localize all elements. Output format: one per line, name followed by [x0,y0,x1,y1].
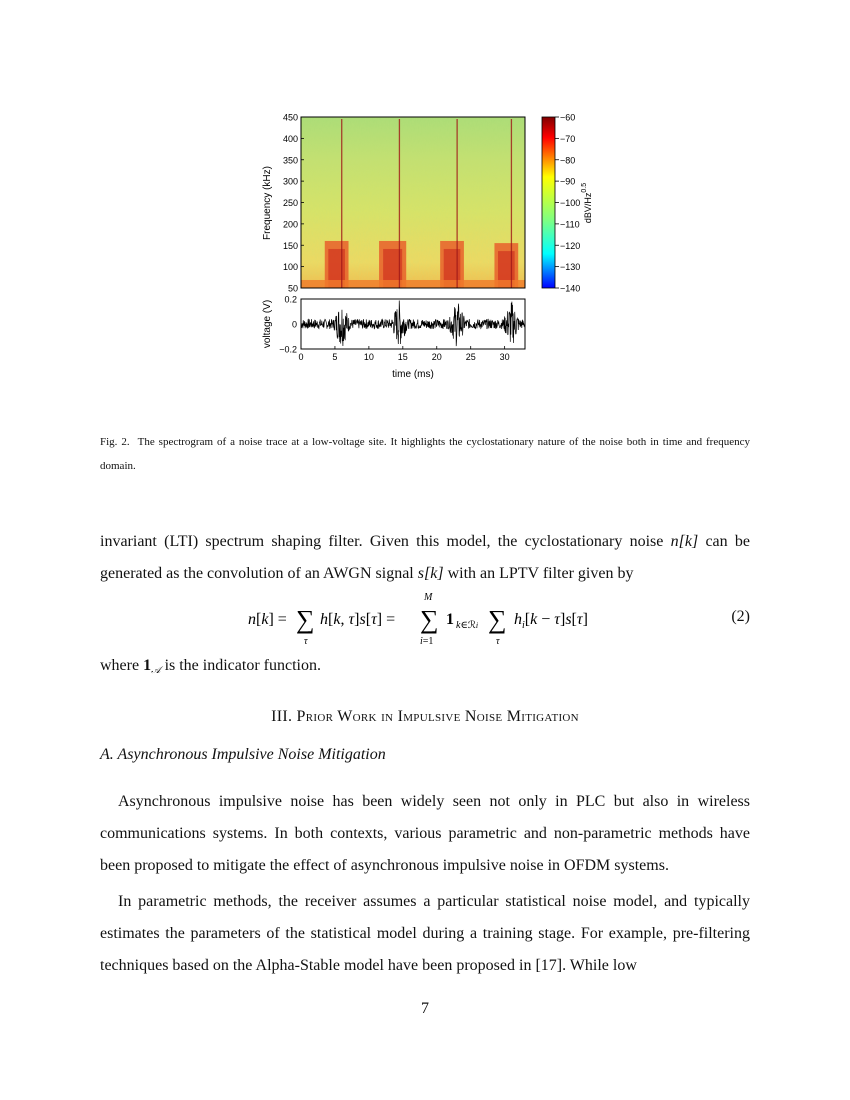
paragraph-async-noise: Asynchronous impulsive noise has been widely seen not only in PLC but also in wireless communications systems. In both contexts, various parametric and non-parametric methods have been proposed to mitigate the effect of asynchronous impulsive noise in OFDM systems. [100,793,750,874]
p1-text-a: invariant (LTI) spectrum shaping filter. Given this model, the cyclostationary noise [100,533,671,550]
spectrogram-y-tick-label: 50 [287,283,298,294]
where-text-b: is the indicator function. [160,657,321,674]
p1-text-b: can be generated as the convolution of an AWGN signal [100,533,750,582]
waveform-y-tick-label: −0.2 [279,344,297,355]
spectrogram-low-band [301,280,525,288]
svg-text:i=1: i=1 [420,636,434,647]
svg-text:k∈ℛi: k∈ℛi [456,620,479,631]
waveform-x-tick-label: 25 [465,352,476,362]
spectrogram-y-tick-label: 100 [282,262,298,273]
svg-text:τ: τ [304,636,308,647]
subsection-heading: A. Asynchronous Impulsive Noise Mitigation [100,746,386,763]
spectrogram-y-tick-label: 150 [282,240,298,251]
math-indicator: 1𝒜 [143,657,161,676]
svg-text:M: M [424,592,433,603]
colorbar-tick-label: −120 [560,240,581,251]
waveform-y-label: voltage (V) [262,299,273,349]
paragraph-parametric: In parametric methods, the receiver assumes a particular statistical noise model, and typically estimates the parameters of the statistical model during a training stage. For example, pre-filtering techniques based on the Alpha-Stable model have been proposed in [17]. While low [100,893,750,974]
svg-text:∑: ∑ [420,605,439,634]
waveform-x-label: time (ms) [392,369,434,380]
figure-caption [100,430,750,478]
waveform-x-tick-label: 20 [431,352,442,362]
svg-text:1: 1 [446,611,454,628]
spectrogram-y-label: Frequency (kHz) [262,166,273,240]
waveform-x-tick-label: 0 [298,352,304,362]
waveform-x-tick-label: 10 [363,352,374,362]
spectrogram-y-tick-label: 400 [282,133,298,144]
waveform-x-tick-label: 5 [332,352,338,362]
colorbar-tick-label: −90 [560,176,576,187]
spectrogram-y-tick-label: 350 [282,155,298,166]
spectrogram-panel [262,113,525,294]
figure-svg [255,108,595,383]
colorbar-tick-label: −100 [560,198,581,208]
equation-2 [100,588,750,648]
colorbar [542,113,593,294]
page-number: 7 [421,1000,429,1017]
colorbar-label: dBV/$Hz^{0.5}$ [581,182,593,224]
section-heading: III. Prior Work in Impulsive Noise Mitigation [271,708,579,725]
math-n-k: n[k] [670,533,699,550]
colorbar-tick-label: −130 [560,262,581,273]
paragraph-indicator [100,650,750,687]
waveform-y-ticks [279,295,304,355]
svg-text:h[k, τ]s[τ] =: h[k, τ]s[τ] = [320,611,396,628]
svg-text:n[k] =: n[k] = [248,611,287,628]
caption-text: The spectrogram of a noise trace at a low-voltage site. It highlights the cyclostationary nature of the noise both in time and frequency domain. [100,436,750,472]
spectrogram-y-tick-label: 250 [282,198,298,208]
svg-text:hi[k − τ]s[τ]: $h_i[k - \tau]s[\tau]$ [514,611,588,631]
spectrogram-y-tick-label: 300 [282,176,298,187]
svg-text:∑: ∑ [488,605,507,634]
figure-2 [255,108,595,383]
equation-2-body [248,588,668,648]
colorbar-tick-label: −70 [560,133,576,144]
math-s-k: s[k] [417,565,444,582]
waveform-x-tick-label: 15 [397,352,408,362]
spectrogram-y-tick-label: 450 [282,112,298,123]
svg-text:τ: τ [496,636,500,647]
paragraph-lptv-model [100,526,750,590]
svg-text:∑: ∑ [296,605,315,634]
colorbar-ticks [555,113,580,294]
p1-text-c: with an LPTV filter given by [443,565,634,582]
colorbar-gradient [542,117,555,288]
waveform-y-tick-label: 0.2 [284,294,297,305]
equation-number: (2) [731,608,750,625]
waveform-panel [262,295,525,381]
colorbar-tick-label: −80 [560,155,576,166]
caption-label: Fig. 2. [100,436,130,448]
spectrogram-y-tick-label: 200 [282,219,298,230]
waveform-y-tick-label: 0 [291,319,297,330]
waveform-x-tick-label: 30 [499,352,510,362]
colorbar-tick-label: −110 [560,219,580,230]
colorbar-tick-label: −60 [560,112,576,123]
where-text-a: where [100,657,144,674]
colorbar-tick-label: −140 [560,283,581,294]
